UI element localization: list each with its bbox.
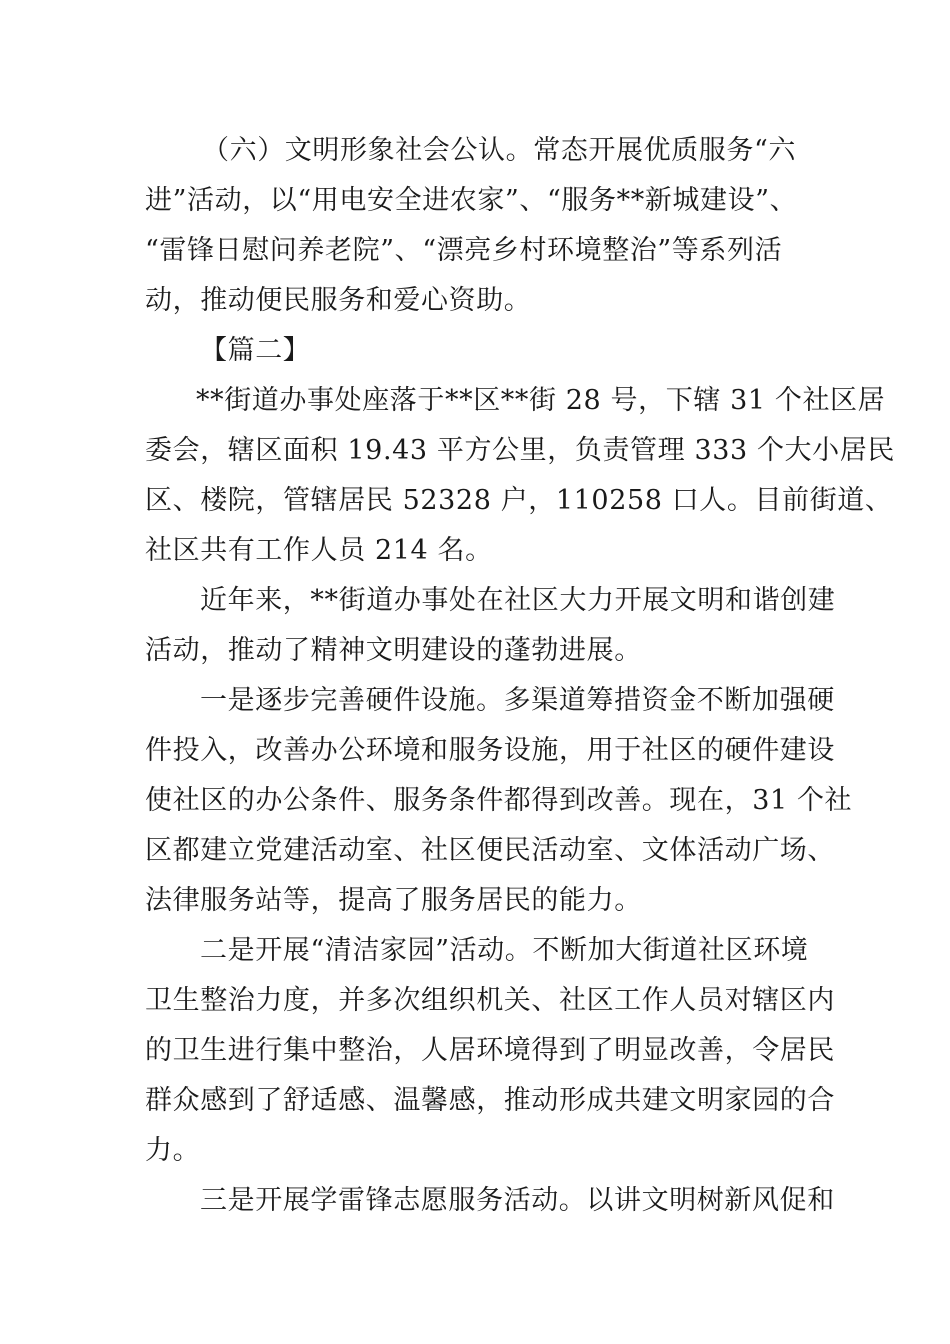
text-line: 使社区的办公条件、服务条件都得到改善。现在，31 个社	[145, 785, 853, 816]
text-line: 近年来，**街道办事处在社区大力开展文明和谐创建	[200, 585, 836, 616]
text-line: 法律服务站等，提高了服务居民的能力。	[145, 885, 642, 916]
text-line: 一是逐步完善硬件设施。多渠道筹措资金不断加强硬	[200, 685, 835, 716]
text-line: 卫生整治力度，并多次组织机关、社区工作人员对辖区内	[145, 985, 835, 1016]
text-line: 二是开展“清洁家园”活动。不断加大街道社区环境	[200, 935, 809, 966]
text-line: 进”活动，以“用电安全进农家”、“服务**新城建设”、	[145, 185, 798, 216]
text-line: 群众感到了舒适感、温馨感，推动形成共建文明家园的合	[145, 1085, 835, 1116]
text-line: “雷锋日慰问养老院”、“漂亮乡村环境整治”等系列活	[145, 235, 783, 266]
text-line: 三是开展学雷锋志愿服务活动。以讲文明树新风促和	[200, 1185, 835, 1216]
text-line: **街道办事处座落于**区**街 28 号，下辖 31 个社区居	[196, 385, 886, 416]
text-line: 力。	[145, 1135, 201, 1166]
text-line: 委会，辖区面积 19.43 平方公里，负责管理 333 个大小居民	[145, 435, 895, 466]
text-line: 区、楼院，管辖居民 52328 户，110258 口人。目前街道、	[145, 485, 893, 516]
text-line: 区都建立党建活动室、社区便民活动室、文体活动广场、	[145, 835, 835, 866]
text-line: 的卫生进行集中整治，人居环境得到了明显改善，令居民	[145, 1035, 835, 1066]
text-line: 社区共有工作人员 214 名。	[145, 535, 493, 566]
text-line: 活动，推动了精神文明建设的蓬勃进展。	[145, 635, 642, 666]
section-heading: 【篇二】	[200, 335, 311, 366]
text-line: （六）文明形象社会公认。常态开展优质服务“六	[202, 135, 797, 166]
text-line: 动，推动便民服务和爱心资助。	[145, 285, 532, 316]
text-line: 件投入，改善办公环境和服务设施，用于社区的硬件建设	[145, 735, 835, 766]
